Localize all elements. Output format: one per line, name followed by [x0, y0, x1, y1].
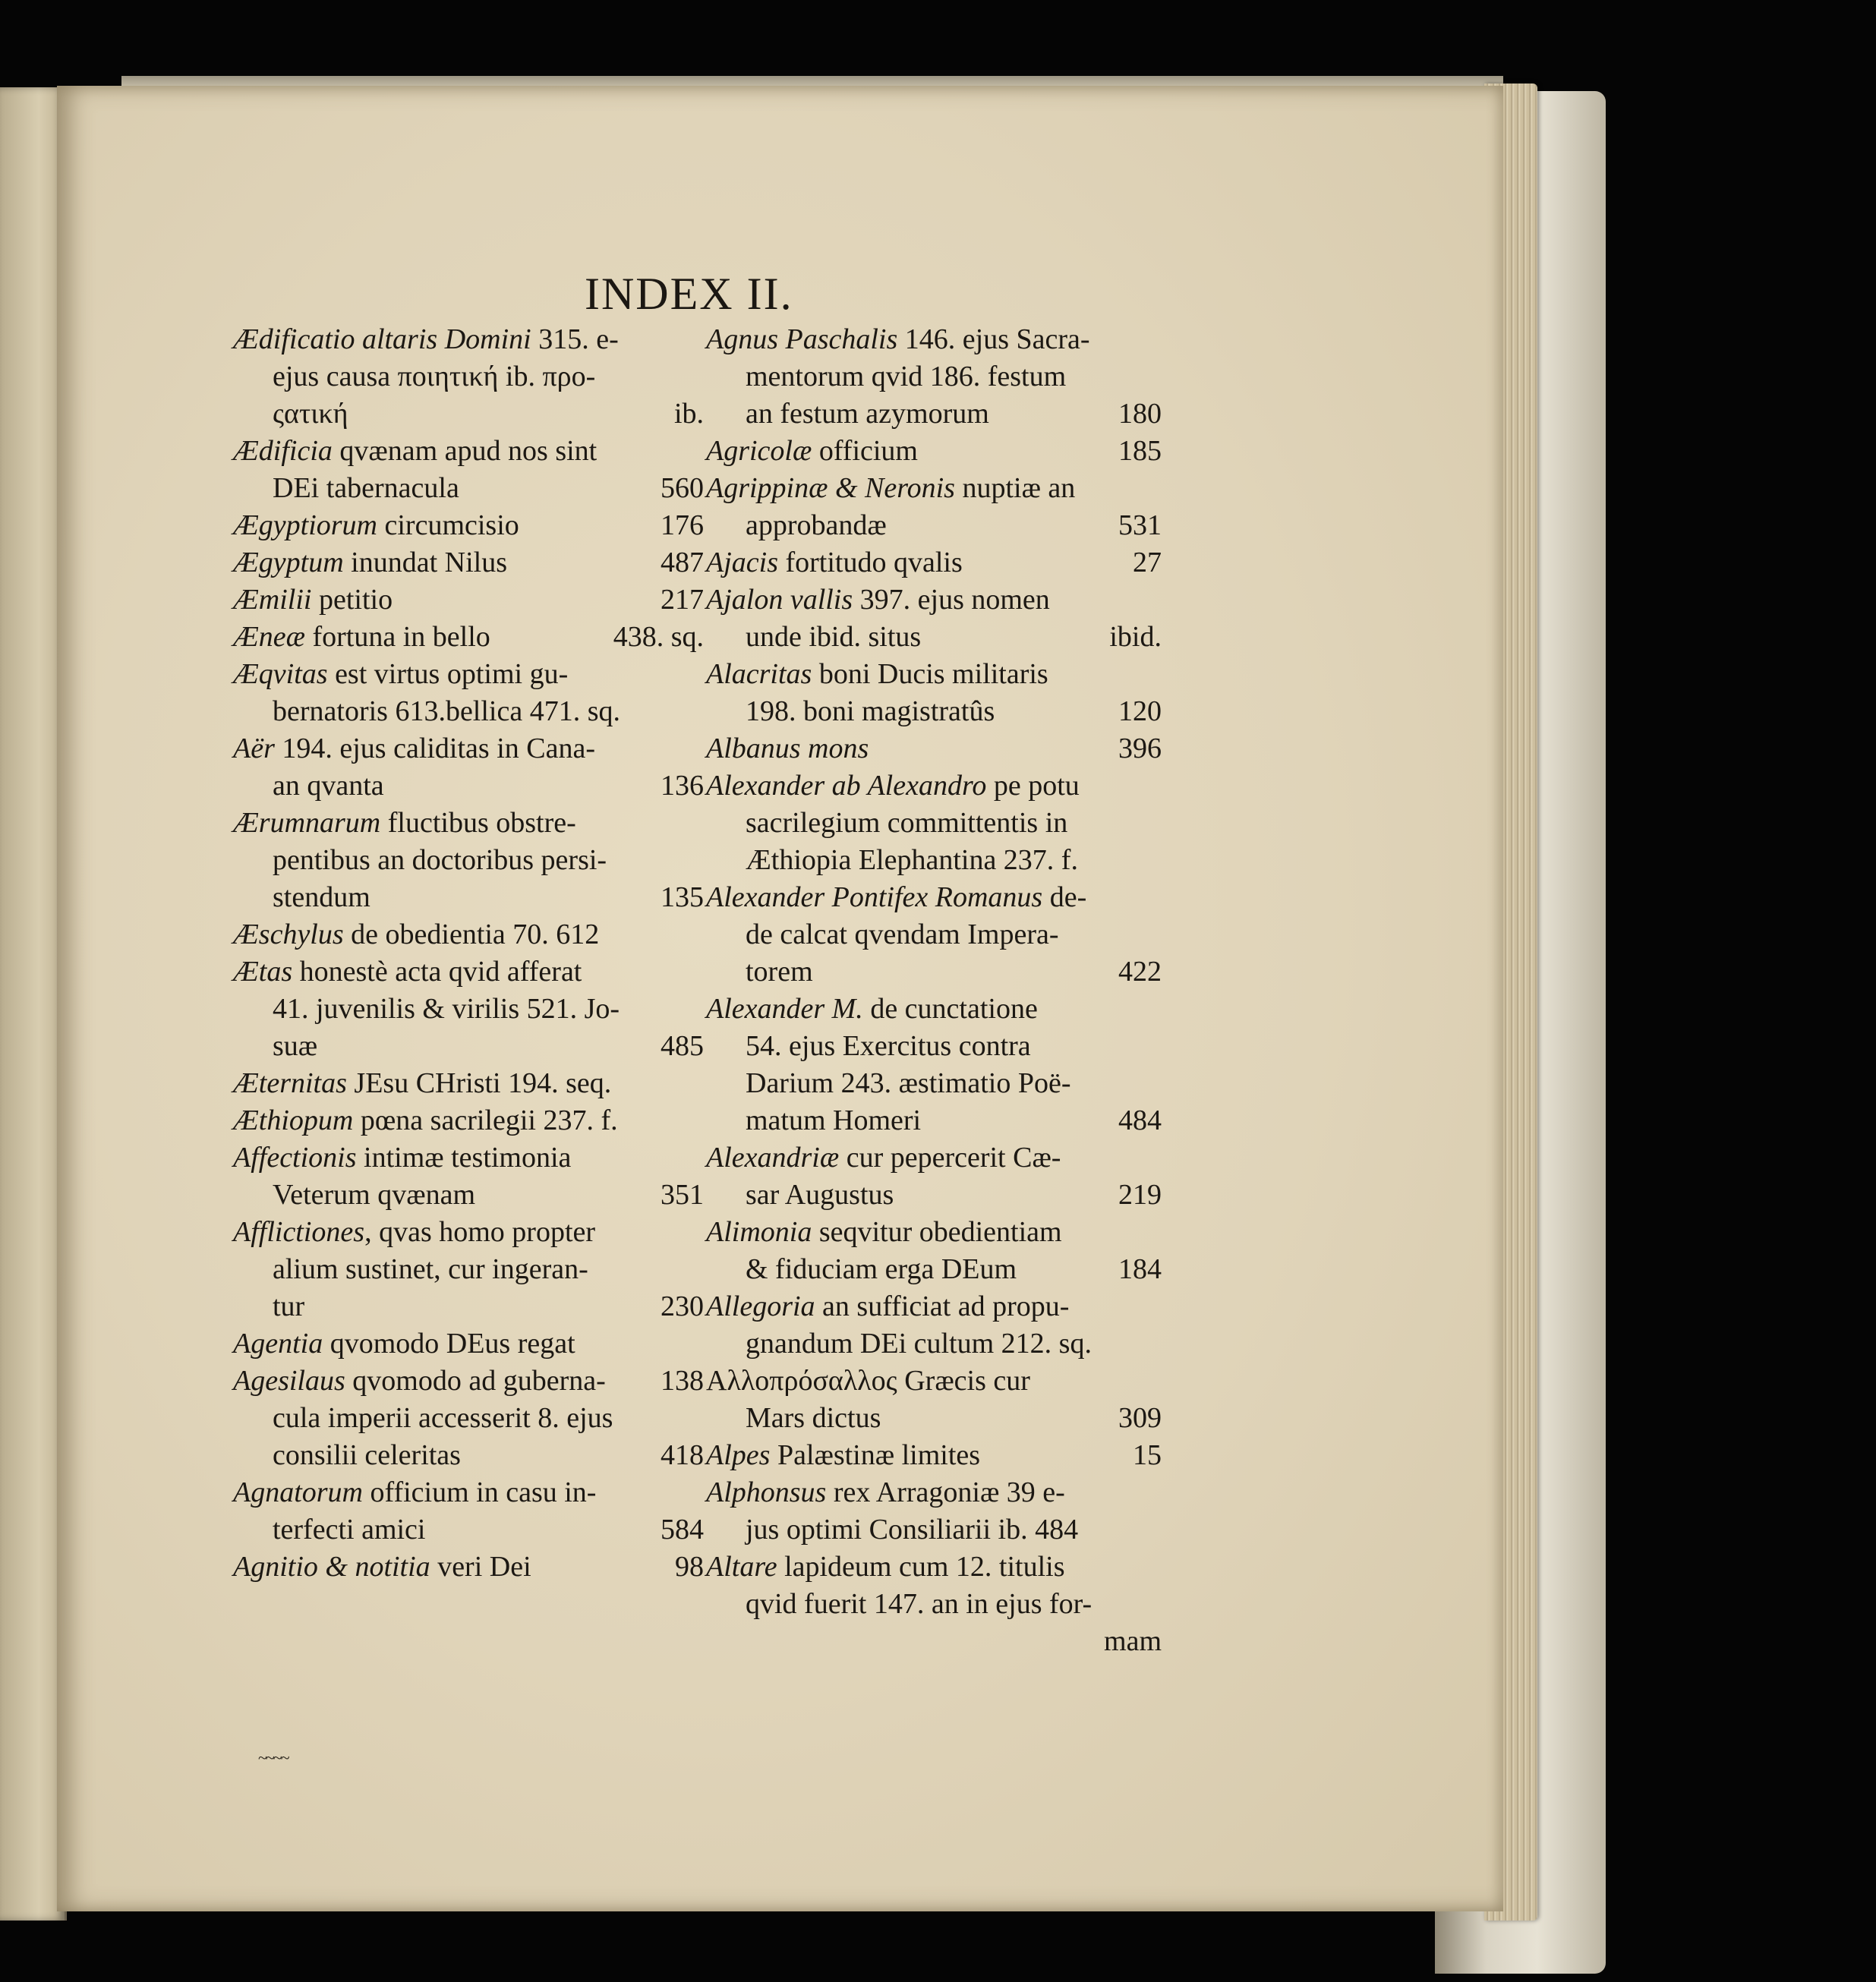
page-reference: 531	[1118, 509, 1162, 541]
index-entry	[233, 730, 704, 805]
index-headword: Allegoria	[706, 1290, 815, 1322]
index-entry-line	[233, 1288, 704, 1325]
index-entry-text: 41. juvenilis & virilis 521. Jo-	[273, 993, 620, 1025]
page-reference: 135	[661, 881, 704, 913]
index-headword: Alphonsus	[706, 1476, 827, 1508]
index-entry-text: 397. ejus nomen	[853, 584, 1050, 616]
index-entry	[706, 1437, 1162, 1474]
index-headword: Altare	[706, 1551, 777, 1583]
page-reference: 180	[1118, 398, 1162, 430]
index-entry	[706, 544, 1162, 581]
index-entry-line	[233, 433, 704, 470]
index-entry-line	[233, 544, 704, 581]
index-entry-line	[706, 1251, 1162, 1288]
page-reference: 230	[661, 1290, 704, 1322]
index-entry-line	[706, 581, 1162, 619]
index-entry	[706, 1214, 1162, 1288]
index-entry-text: 198. boni magistratûs	[746, 695, 995, 727]
page-reference: 484	[1118, 1104, 1162, 1136]
index-column-right	[706, 321, 1162, 1657]
index-entry-text: 194. ejus caliditas in Cana-	[274, 733, 595, 764]
index-entry-line	[233, 805, 704, 842]
index-entry-line	[233, 581, 704, 619]
index-headword: Alacritas	[706, 658, 812, 690]
index-entry-line	[706, 1437, 1162, 1474]
index-entry-line	[233, 1214, 704, 1251]
index-entry-text: rex Arragoniæ 39 e-	[826, 1476, 1065, 1508]
index-entry	[233, 1474, 704, 1549]
index-entry-text: jus optimi Consiliarii ib. 484	[746, 1514, 1079, 1546]
index-entry	[706, 433, 1162, 470]
index-entry-line	[706, 1288, 1162, 1325]
index-entry-line	[706, 1139, 1162, 1177]
index-entry-line	[706, 1028, 1162, 1065]
index-entry-text: de cunctatione	[862, 993, 1038, 1025]
index-entry-line	[233, 730, 704, 767]
index-headword: Affectionis	[233, 1142, 357, 1174]
page-reference: 15	[1133, 1439, 1162, 1471]
index-entry	[706, 321, 1162, 433]
index-entry	[706, 1288, 1162, 1363]
index-entry-line	[233, 1474, 704, 1511]
index-entry-text: petitio	[311, 584, 393, 616]
index-headword: Æschylus	[233, 919, 344, 950]
index-entry-text: torem	[746, 956, 813, 988]
index-headword: Alexander Pontifex Romanus	[706, 881, 1043, 913]
index-entry-line	[706, 879, 1162, 916]
index-entry-line	[706, 1102, 1162, 1139]
page-reference: 176	[661, 509, 704, 541]
index-column-left	[233, 321, 704, 1586]
index-entry-line	[706, 842, 1162, 879]
index-headword: Ædificia	[233, 435, 333, 467]
index-entry	[706, 879, 1162, 991]
index-entry-text: qvomodo ad guberna-	[345, 1365, 606, 1397]
index-entry-line	[233, 1511, 704, 1549]
index-headword: Afflictiones	[233, 1216, 365, 1248]
index-entry-text: unde ibid. situs	[746, 621, 922, 653]
index-entry	[706, 656, 1162, 730]
index-entry-line	[233, 1028, 704, 1065]
page-reference: 217	[661, 584, 704, 616]
index-entry-text: , qvas homo propter	[364, 1216, 596, 1248]
page-reference: 136	[661, 770, 704, 802]
index-headword: Æneæ	[233, 621, 305, 653]
index-headword: Agnitio & notitia	[233, 1551, 430, 1583]
index-headword: Aër	[233, 733, 275, 764]
index-entry-line	[233, 619, 704, 656]
index-entry-text: suæ	[273, 1030, 318, 1062]
index-entry-line	[233, 1102, 704, 1139]
index-entry-line	[233, 1251, 704, 1288]
index-entry-text: est virtus optimi gu-	[327, 658, 569, 690]
bottom-ornament: ~~~~	[258, 1748, 288, 1767]
index-headword: Alimonia	[706, 1216, 812, 1248]
index-entry-text: qvomodo DEus regat	[323, 1328, 575, 1360]
index-entry-text: DEi tabernacula	[273, 472, 459, 504]
index-entry-line	[233, 879, 704, 916]
index-entry-text: Darium 243. æstimatio Poë-	[746, 1067, 1071, 1099]
index-entry	[233, 1139, 704, 1214]
index-entry-text: officium in casu in-	[363, 1476, 597, 1508]
index-entry-text: de obedientia 70. 612	[343, 919, 600, 950]
index-entry-text: officium	[812, 435, 918, 467]
index-headword: Ædificatio altaris Domini	[233, 323, 531, 355]
page-reference: 438. sq.	[613, 621, 704, 653]
page-reference: 120	[1118, 695, 1162, 727]
page-reference: 485	[661, 1030, 704, 1062]
index-entry-line	[706, 470, 1162, 507]
index-entry-line	[706, 395, 1162, 433]
index-headword: Ægyptum	[233, 547, 344, 578]
index-entry-text: pœna sacrilegii 237. f.	[353, 1104, 618, 1136]
index-entry-line	[233, 395, 704, 433]
index-entry-text: qvænam apud nos sint	[332, 435, 597, 467]
index-entry-line	[706, 544, 1162, 581]
index-headword: Alexandriæ	[706, 1142, 840, 1174]
index-entry-text: alium sustinet, cur ingeran-	[273, 1253, 588, 1285]
page-reference: mam	[1104, 1625, 1162, 1657]
index-entry-line	[233, 693, 704, 730]
page-reference: 487	[661, 547, 704, 578]
index-entry-text: honestè acta qvid afferat	[292, 956, 582, 988]
page-reference: 309	[1118, 1402, 1162, 1434]
index-entry-line	[233, 358, 704, 395]
index-entry	[706, 730, 1162, 767]
index-entry-text: tur	[273, 1290, 305, 1322]
index-entry-line	[706, 693, 1162, 730]
index-entry-text: mentorum qvid 186. festum	[746, 361, 1067, 392]
index-headword: Agnus Paschalis	[706, 323, 898, 355]
index-entry-text: Mars dictus	[746, 1402, 881, 1434]
page-reference: ib.	[673, 398, 704, 430]
index-entry-text: sacrilegium committentis in	[746, 807, 1068, 839]
index-entry-line	[706, 730, 1162, 767]
index-entry-text: inundat Nilus	[343, 547, 507, 578]
index-entry	[706, 581, 1162, 656]
index-entry-text: fortitudo qvalis	[777, 547, 963, 578]
index-entry-text: an qvanta	[273, 770, 384, 802]
index-entry	[233, 1214, 704, 1325]
index-entry-text: stendum	[273, 881, 370, 913]
index-entry-line	[233, 842, 704, 879]
index-entry-line	[233, 470, 704, 507]
index-headword: Ætas	[233, 956, 293, 988]
index-entry-line	[706, 507, 1162, 544]
index-entry-text: cur pepercerit Cæ-	[839, 1142, 1061, 1174]
page-reference: 27	[1133, 547, 1162, 578]
page-reference: 418	[661, 1439, 704, 1471]
page-reference: 351	[661, 1179, 704, 1211]
index-entry-line	[706, 1363, 1162, 1400]
index-entry-text: 315. e-	[531, 323, 619, 355]
index-entry-line	[233, 1177, 704, 1214]
index-entry-line	[233, 1065, 704, 1102]
page-reference: 396	[1118, 733, 1162, 764]
index-entry-line	[233, 1549, 704, 1586]
index-headword: Ægyptiorum	[233, 509, 377, 541]
index-headword: Agricolæ	[706, 435, 812, 467]
index-entry-text: JEsu CHristi 194. seq.	[346, 1067, 612, 1099]
index-entry-text: an festum azymorum	[746, 398, 989, 430]
index-entry-text: seqvitur obedientiam	[812, 1216, 1062, 1248]
index-headword: Æmilii	[233, 584, 312, 616]
index-headword: Agnatorum	[233, 1476, 363, 1508]
index-entry-text: ejus causa ποιητική ib. προ-	[273, 361, 596, 392]
index-entry-text: fortuna in bello	[305, 621, 490, 653]
index-headword: Alexander ab Alexandro	[706, 770, 987, 802]
index-entry	[706, 1474, 1162, 1549]
index-entry	[706, 1139, 1162, 1214]
index-entry-line	[706, 1549, 1162, 1586]
index-entry-line	[233, 1363, 704, 1400]
index-entry	[233, 507, 704, 544]
index-headword: Æqvitas	[233, 658, 328, 690]
index-entry	[706, 1549, 1162, 1657]
index-entry-text: pe potu	[986, 770, 1080, 802]
index-entry	[233, 805, 704, 916]
index-entry	[706, 1363, 1162, 1437]
index-entry-line	[706, 1586, 1162, 1623]
index-entry-line	[233, 1139, 704, 1177]
page-reference: ibid.	[1109, 621, 1162, 653]
index-entry-text: consilii celeritas	[273, 1439, 461, 1471]
index-entry-line	[706, 991, 1162, 1028]
index-entry-text: matum Homeri	[746, 1104, 922, 1136]
index-entry	[706, 991, 1162, 1139]
index-entry-line	[233, 1400, 704, 1437]
index-entry-text: ςατική	[273, 398, 348, 430]
index-entry-text: terfecti amici	[273, 1514, 426, 1546]
index-entry-text: de calcat qvendam Impera-	[746, 919, 1059, 950]
index-headword: Alpes	[706, 1439, 771, 1471]
index-entry-line	[706, 656, 1162, 693]
index-entry-line	[706, 433, 1162, 470]
index-entry	[233, 1549, 704, 1586]
index-entry-line	[233, 916, 704, 953]
index-headword: Agrippinæ & Neronis	[706, 472, 955, 504]
index-entry-line	[233, 507, 704, 544]
index-entry-text: Palæstinæ limites	[770, 1439, 981, 1471]
index-entry-line	[706, 1511, 1162, 1549]
index-entry-text: veri Dei	[430, 1551, 531, 1583]
index-entry-text: approbandæ	[746, 509, 887, 541]
index-entry-line	[706, 321, 1162, 358]
index-entry-line	[233, 953, 704, 991]
index-headword: Æthiopum	[233, 1104, 354, 1136]
index-entry-text: lapideum cum 12. titulis	[777, 1551, 1065, 1583]
index-entry-text: 54. ejus Exercitus contra	[746, 1030, 1031, 1062]
index-entry-line	[706, 953, 1162, 991]
index-entry-line	[706, 1214, 1162, 1251]
index-entry-text: cula imperii accesserit 8. ejus	[273, 1402, 613, 1434]
page-reference: 560	[661, 472, 704, 504]
index-entry-line	[233, 1325, 704, 1363]
index-entry-line	[233, 991, 704, 1028]
index-entry	[233, 1363, 704, 1474]
page-reference: 138	[661, 1365, 704, 1397]
index-entry-text: de-	[1042, 881, 1087, 913]
index-entry-line	[706, 1177, 1162, 1214]
index-entry-text: sar Augustus	[746, 1179, 894, 1211]
index-entry-line	[706, 1400, 1162, 1437]
index-entry-text: pentibus an doctoribus persi-	[273, 844, 607, 876]
index-entry-line	[706, 619, 1162, 656]
page-reference: 185	[1118, 435, 1162, 467]
index-headword: Æternitas	[233, 1067, 347, 1099]
index-entry-text: qvid fuerit 147. an in ejus for-	[746, 1588, 1092, 1620]
index-entry-line	[233, 1437, 704, 1474]
index-entry-text: fluctibus obstre-	[380, 807, 576, 839]
index-entry	[706, 767, 1162, 879]
index-entry-line	[706, 805, 1162, 842]
index-entry-text: intimæ testimonia	[356, 1142, 572, 1174]
index-entry-line	[706, 767, 1162, 805]
index-entry-line	[706, 358, 1162, 395]
page-reference: 422	[1118, 956, 1162, 988]
index-headword: Albanus mons	[706, 733, 869, 764]
index-entry	[233, 916, 704, 953]
index-entry	[233, 656, 704, 730]
index-entry-text: circumcisio	[377, 509, 519, 541]
index-headword: Ajalon vallis	[706, 584, 853, 616]
page-reference: 584	[661, 1514, 704, 1546]
index-entry	[233, 1102, 704, 1139]
index-entry	[233, 433, 704, 507]
page-title: INDEX II.	[585, 269, 793, 319]
index-entry	[233, 1065, 704, 1102]
index-entry-line	[233, 767, 704, 805]
index-entry-line	[233, 321, 704, 358]
index-headword: Agesilaus	[233, 1365, 345, 1397]
index-entry-text: bernatoris 613.bellica 471. sq.	[273, 695, 621, 727]
page-reference: 98	[675, 1551, 704, 1583]
index-entry-text: Αλλοπρόσαλλος Græcis cur	[706, 1365, 1030, 1397]
index-entry-line	[233, 656, 704, 693]
book-page	[57, 86, 1503, 1911]
index-headword: Alexander M.	[706, 993, 863, 1025]
index-entry-text: Veterum qvænam	[273, 1179, 476, 1211]
index-entry	[233, 544, 704, 581]
index-entry-text: 146. ejus Sacra-	[897, 323, 1090, 355]
index-entry	[706, 470, 1162, 544]
index-entry-line	[706, 916, 1162, 953]
index-entry-line	[706, 1474, 1162, 1511]
index-entry	[233, 321, 704, 433]
index-entry-text: nuptiæ an	[954, 472, 1076, 504]
index-headword: Agentia	[233, 1328, 323, 1360]
page-reference: 219	[1118, 1179, 1162, 1211]
index-entry-text: gnandum DEi cultum 212. sq.	[746, 1328, 1092, 1360]
index-headword: Ærumnarum	[233, 807, 381, 839]
index-entry-text: boni Ducis militaris	[812, 658, 1048, 690]
index-entry-text: & fiduciam erga DEum	[746, 1253, 1017, 1285]
index-entry-line	[706, 1325, 1162, 1363]
index-entry	[233, 581, 704, 619]
index-entry-line	[706, 1065, 1162, 1102]
index-entry-text: Æthiopia Elephantina 237. f.	[746, 844, 1078, 876]
index-entry	[233, 953, 704, 1065]
index-headword: Ajacis	[706, 547, 778, 578]
page-reference: 184	[1118, 1253, 1162, 1285]
index-entry-text: an sufficiat ad propu-	[815, 1290, 1070, 1322]
index-entry	[233, 619, 704, 656]
